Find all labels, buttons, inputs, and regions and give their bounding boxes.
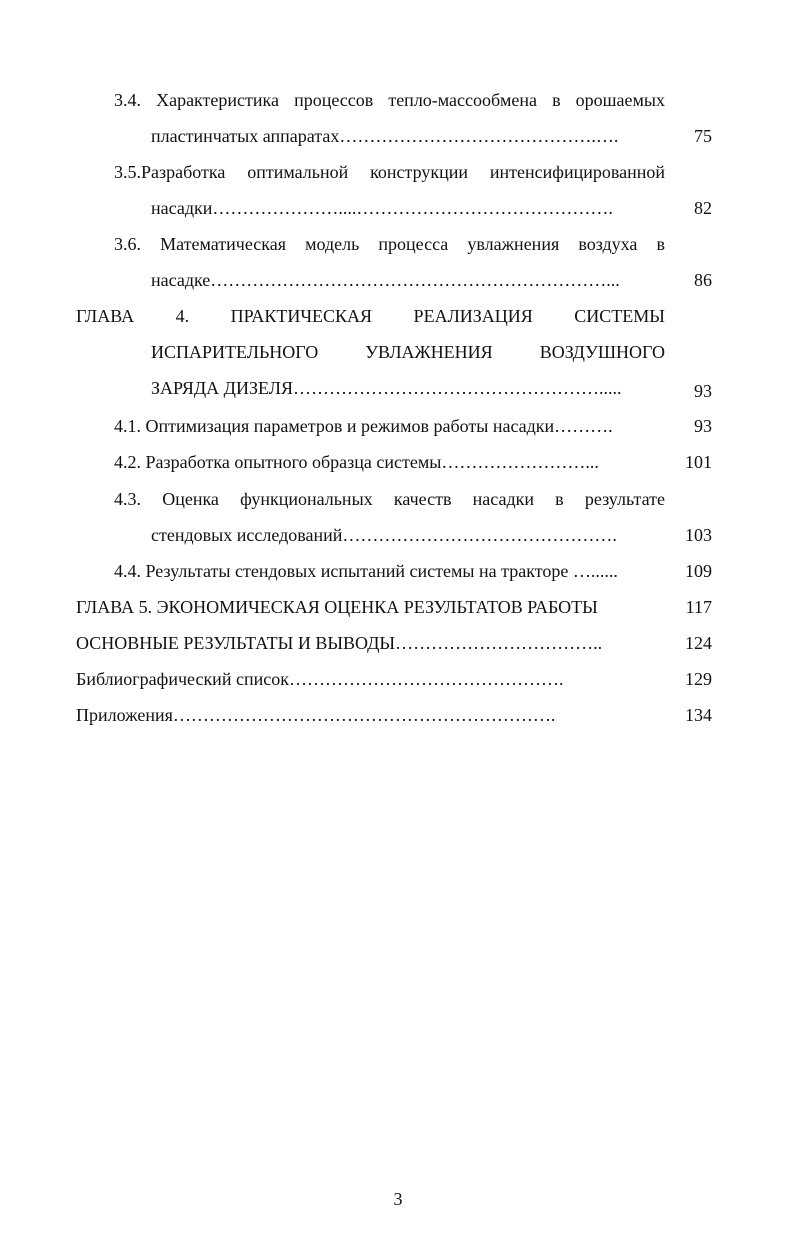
toc-page-bibliography: 129 <box>685 669 712 689</box>
toc-entry-4-4: 4.4. Результаты стендовых испытаний системы на тракторе …...... <box>114 561 618 581</box>
toc-entry-3-5-line-1: 3.5.Разработка оптимальной конструкции интенсифицированной <box>114 162 665 182</box>
toc-entry-4-3-line-2: стендовых исследований………………………………………. <box>151 525 617 545</box>
toc-entry-4-1: 4.1. Оптимизация параметров и режимов работы насадки………. <box>114 416 613 436</box>
toc-page-4-4: 109 <box>685 561 712 581</box>
toc-page-appendices: 134 <box>685 705 712 725</box>
toc-chapter-4-line-2: ИСПАРИТЕЛЬНОГО УВЛАЖНЕНИЯ ВОЗДУШНОГО <box>151 342 665 362</box>
toc-page-chapter-5: 117 <box>685 597 712 617</box>
toc-bibliography: Библиографический список………………………………………. <box>76 669 564 689</box>
toc-page-3-6: 86 <box>694 270 712 290</box>
toc-entry-3-4-line-1: 3.4. Характеристика процессов тепло-массообмена в орошаемых <box>114 90 665 110</box>
toc-page-results: 124 <box>685 633 712 653</box>
toc-chapter-4-line-3: ЗАРЯДА ДИЗЕЛЯ……………………………………………..... <box>151 378 622 398</box>
toc-page-4-1: 93 <box>694 416 712 436</box>
toc-page-3-5: 82 <box>694 198 712 218</box>
toc-entry-3-6-line-2: насадке…………………………………………………………... <box>151 270 620 290</box>
toc-entry-4-3-line-1: 4.3. Оценка функциональных качеств насадки в результате <box>114 489 665 509</box>
toc-page-4-2: 101 <box>685 452 712 472</box>
toc-entry-3-5-line-2: насадки…………………....……………………………………. <box>151 198 613 218</box>
toc-chapter-5: ГЛАВА 5. ЭКОНОМИЧЕСКАЯ ОЦЕНКА РЕЗУЛЬТАТОВ РАБОТЫ <box>76 597 598 617</box>
toc-entry-4-2: 4.2. Разработка опытного образца системы……………………... <box>114 452 599 472</box>
toc-entry-3-4-line-2: пластинчатых аппаратах…………………………………….…. <box>151 126 619 146</box>
page-number: 3 <box>393 1189 403 1209</box>
toc-appendices: Приложения………………………………………………………. <box>76 705 556 725</box>
toc-results: ОСНОВНЫЕ РЕЗУЛЬТАТЫ И ВЫВОДЫ…………………………….. <box>76 633 603 653</box>
toc-entry-3-6-line-1: 3.6. Математическая модель процесса увлажнения воздуха в <box>114 234 665 254</box>
toc-page-4-3: 103 <box>685 525 712 545</box>
toc-page-3-4: 75 <box>694 126 712 146</box>
toc-chapter-4-line-1: ГЛАВА 4. ПРАКТИЧЕСКАЯ РЕАЛИЗАЦИЯ СИСТЕМЫ <box>76 306 665 326</box>
toc-page-chapter-4: 93 <box>694 381 712 401</box>
